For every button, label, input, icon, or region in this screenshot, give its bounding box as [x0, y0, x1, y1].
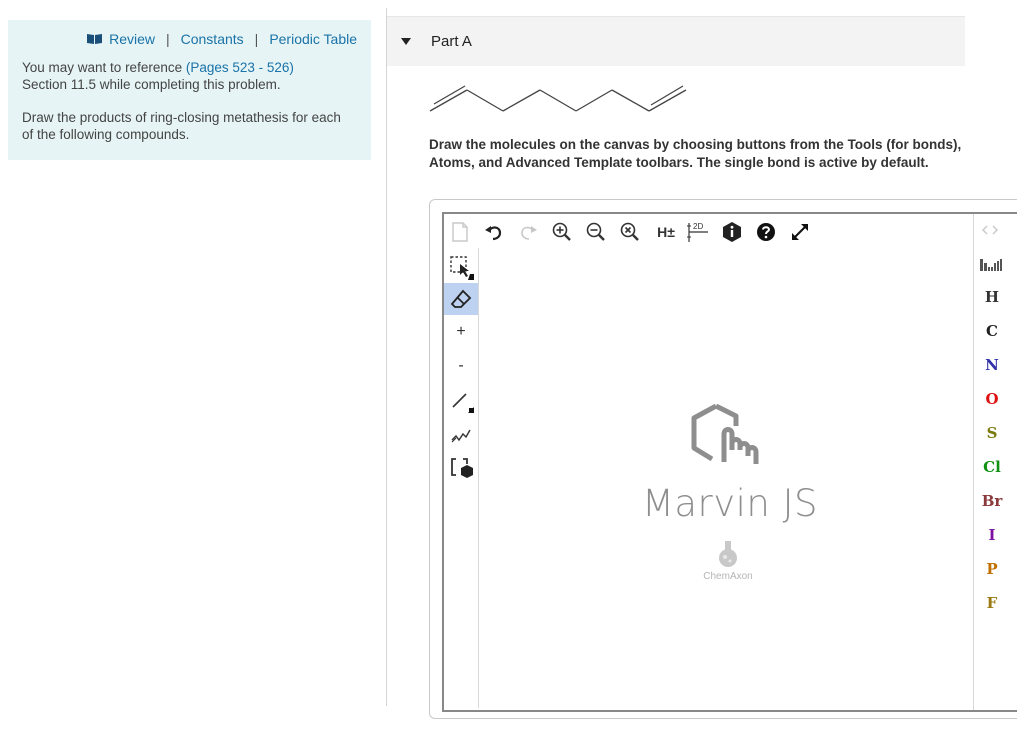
- info-text: [22, 59, 352, 159]
- pages-reference-link[interactable]: (Pages 523 - 526): [185, 60, 294, 75]
- atom-button-i[interactable]: I: [988, 526, 996, 544]
- part-header[interactable]: [387, 16, 965, 66]
- bracket-template-icon[interactable]: [444, 452, 478, 484]
- info-icon[interactable]: [720, 220, 744, 244]
- chain-tool-icon[interactable]: [444, 418, 478, 450]
- hydrogen-toggle-button[interactable]: H±: [657, 224, 675, 240]
- reference-prefix: You may want to reference: [22, 60, 186, 75]
- periodic-table-icon[interactable]: [980, 258, 1002, 272]
- atom-button-h[interactable]: H: [984, 288, 1000, 306]
- resource-links: [86, 31, 357, 47]
- new-document-icon[interactable]: [448, 220, 472, 244]
- increase-charge-button[interactable]: +: [456, 323, 466, 340]
- atom-button-p[interactable]: P: [986, 560, 998, 578]
- atom-button-cl[interactable]: Cl: [983, 458, 1001, 476]
- info-panel: [8, 20, 371, 160]
- clean-2d-label: 2D: [693, 222, 704, 231]
- left-toolbar: [444, 248, 479, 708]
- review-link[interactable]: Review: [109, 31, 155, 47]
- zoom-in-icon[interactable]: [550, 220, 574, 244]
- part-title: Part A: [431, 33, 472, 50]
- atom-button-n[interactable]: N: [985, 356, 999, 374]
- drawing-canvas[interactable]: [480, 250, 971, 710]
- zoom-reset-icon[interactable]: [618, 220, 642, 244]
- clean-2d-icon[interactable]: [686, 220, 710, 244]
- marvin-js-logo-icon: [690, 404, 762, 470]
- section-note: Section 11.5 while completing this problem.: [22, 77, 281, 92]
- chemaxon-flask-icon: [716, 540, 740, 568]
- marvin-js-brand: Marvin JS: [641, 482, 819, 525]
- molecule-structure: [425, 76, 690, 116]
- column-divider: [386, 8, 387, 706]
- scroll-arrows-icon[interactable]: [980, 224, 1000, 236]
- separator: |: [165, 31, 170, 47]
- fullscreen-icon[interactable]: [788, 220, 812, 244]
- help-icon[interactable]: [754, 220, 778, 244]
- periodic-table-link[interactable]: Periodic Table: [269, 31, 357, 47]
- atom-button-c[interactable]: C: [986, 322, 998, 340]
- decrease-charge-button[interactable]: -: [458, 357, 464, 374]
- atom-button-f[interactable]: F: [986, 594, 998, 612]
- atom-button-br[interactable]: Br: [981, 492, 1003, 510]
- collapse-caret-icon[interactable]: [401, 38, 411, 45]
- undo-icon[interactable]: [482, 220, 506, 244]
- atom-button-s[interactable]: S: [986, 424, 998, 442]
- separator: |: [254, 31, 259, 47]
- reference-note: [22, 59, 352, 93]
- atom-button-o[interactable]: O: [985, 390, 999, 408]
- drawing-instructions: Draw the molecules on the canvas by choosing buttons from the Tools (for bonds), Atoms, and Advanced Template toolbars. The single bond is active by default.: [429, 137, 962, 170]
- eraser-tool-icon[interactable]: [444, 283, 478, 315]
- problem-prompt: Draw the products of ring-closing metathesis for each of the following compounds.: [22, 110, 341, 142]
- selection-tool-icon[interactable]: [444, 251, 478, 283]
- top-toolbar: [444, 214, 974, 248]
- zoom-out-icon[interactable]: [584, 220, 608, 244]
- atoms-toolbar: [973, 214, 1017, 710]
- book-icon: [86, 33, 103, 45]
- single-bond-tool-icon[interactable]: [444, 384, 478, 416]
- redo-icon[interactable]: [516, 220, 540, 244]
- constants-link[interactable]: Constants: [180, 31, 244, 47]
- chemaxon-brand: ChemAxon: [703, 571, 753, 582]
